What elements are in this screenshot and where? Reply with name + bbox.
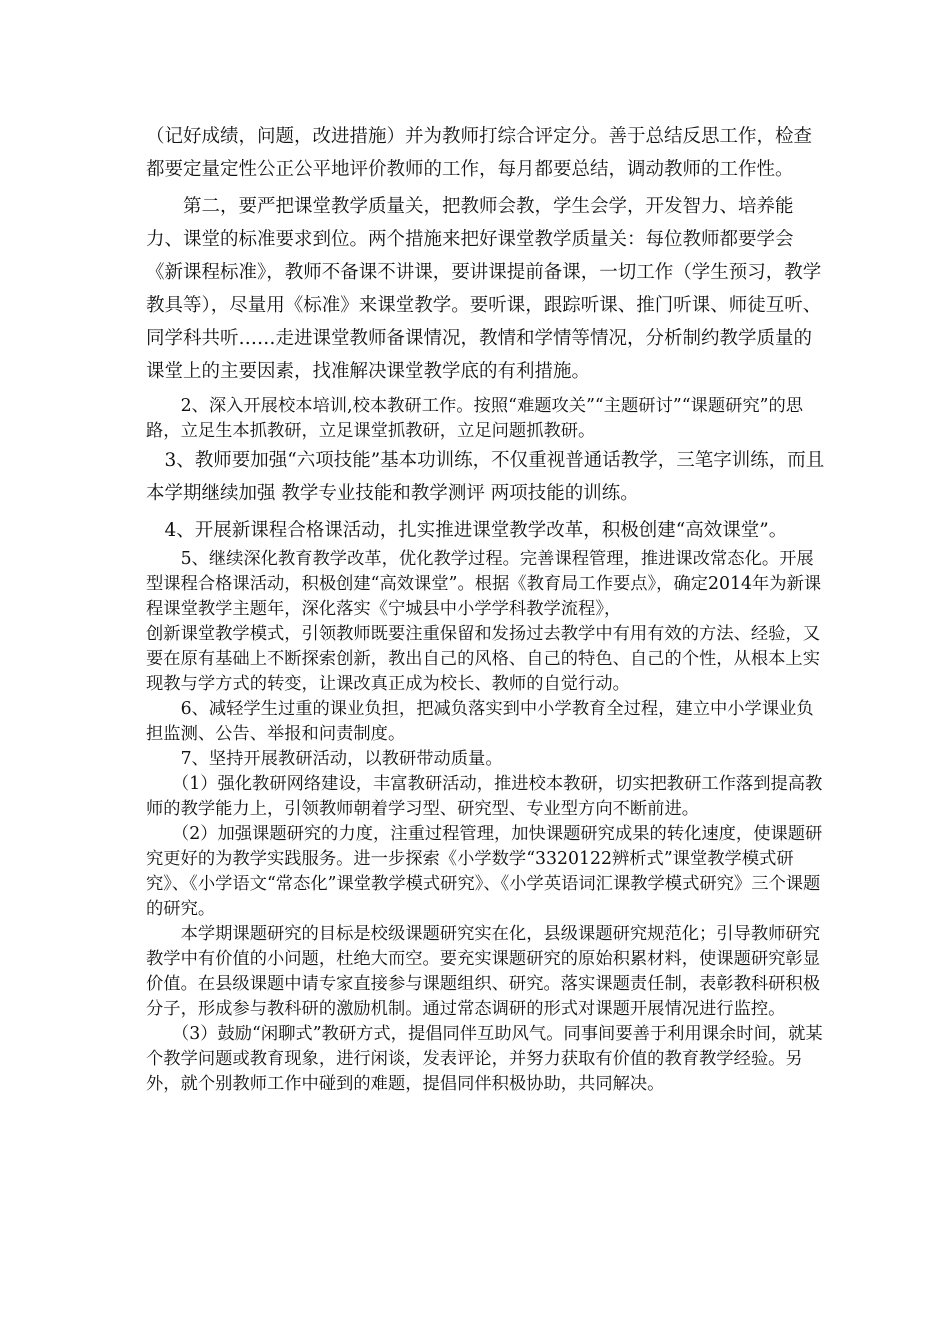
- paragraph-classroom-quality: 第二，要严把课堂教学质量关，把教师会教，学生会学，开发智力、培养能力、课堂的标准要求到位。两个措施来把好课堂教学质量关：每位教师都要学会《新课程标准》，教师不备课不讲课，要讲课提前备课，一切工作（学生预习，教学教具等），尽量用《标准》来课堂教学。要听课，跟踪听课、推门听课、师徒互听、同学科共听……走进课堂教师备课情况，教情和学情等情况，分析制约教学质量的课堂上的主要因素，找准解决课堂教学底的有利措施。: [146, 196, 822, 382]
- paragraph-six-skills: 3、教师要加强“六项技能”基本功训练，不仅重视普通话教学，三笔字训练，而且本学期继续加强 教学专业技能和教学测评 两项技能的训练。: [146, 450, 825, 504]
- paragraph-research-goals: 本学期课题研究的目标是校级课题研究实在化，县级课题研究规范化；引导教师研究教学中有价值的小问题，杜绝大而空。要充实课题研究的原始积累材料，使课题研究彰显价值。在县级课题中请专家直接参与课题组织、研究。落实课题责任制，表彰教科研积极分子，形成参与教科研的激励机制。通过常态调研的形式对课题开展情况进行监控。: [146, 924, 820, 1019]
- paragraph-evaluation: （记好成绩，问题，改进措施）并为教师打综合评定分。善于总结反思工作，检查都要定量定性公正公平地评价教师的工作，每月都要总结，调动教师的工作性。: [146, 126, 813, 180]
- paragraph-school-training: 2、深入开展校本培训,校本教研工作。按照“难题攻关”“主题研讨”“课题研究”的思路，立足生本抓教研，立足课堂抓教研，立足问题抓教研。: [146, 396, 804, 441]
- paragraph-teaching-mode: 创新课堂教学模式，引领教师既要注重保留和发扬过去教学中有用有效的方法、经验，又要在原有基础上不断探索创新，教出自己的风格、自己的特色、自己的个性，从根本上实现教与学方式的转变，让课改真正成为校长、教师的自觉行动。: [146, 624, 820, 694]
- paragraph-reduce-burden: 6、减轻学生过重的课业负担，把减负落实到中小学教育全过程，建立中小学课业负担监测、公告、举报和问责制度。: [146, 699, 814, 744]
- paragraph-informal-research: （3）鼓励“闲聊式”教研方式，提倡同伴互助风气。同事间要善于利用课余时间，就某个教学问题或教育现象，进行闲谈，发表评论，并努力获取有价值的教育教学经验。另外，就个别教师工作中碰到的难题，提倡同伴积极协助，共同解决。: [146, 1024, 823, 1094]
- paragraph-project-research: （2）加强课题研究的力度，注重过程管理，加快课题研究成果的转化速度，使课题研究更好的为教学实践服务。进一步探索《小学数学“3320122辨析式”课堂教学模式研究》、《小学语文“常态化”课堂教学模式研究》、《小学英语词汇课教学模式研究》三个课题的研究。: [146, 824, 823, 919]
- paragraph-research-network: （1）强化教研网络建设，丰富教研活动，推进校本教研，切实把教研工作落到提高教师的教学能力上，引领教师朝着学习型、研究型、专业型方向不断前进。: [146, 774, 823, 819]
- paragraph-research-activities: 7、坚持开展教研活动，以教研带动质量。: [146, 749, 503, 769]
- document-body: [146, 120, 826, 1097]
- paragraph-teaching-reform: 5、继续深化教育教学改革，优化教学过程。完善课程管理，推进课改常态化。开展型课程合格课活动，积极创建“高效课堂”。根据《教育局工作要点》，确定2014年为新课程课堂教学主题年，深化落实《宁城县中小学学科教学流程》，: [146, 549, 822, 619]
- paragraph-qualified-course: 4、开展新课程合格课活动，扎实推进课堂教学改革，积极创建“高效课堂”。: [146, 520, 788, 541]
